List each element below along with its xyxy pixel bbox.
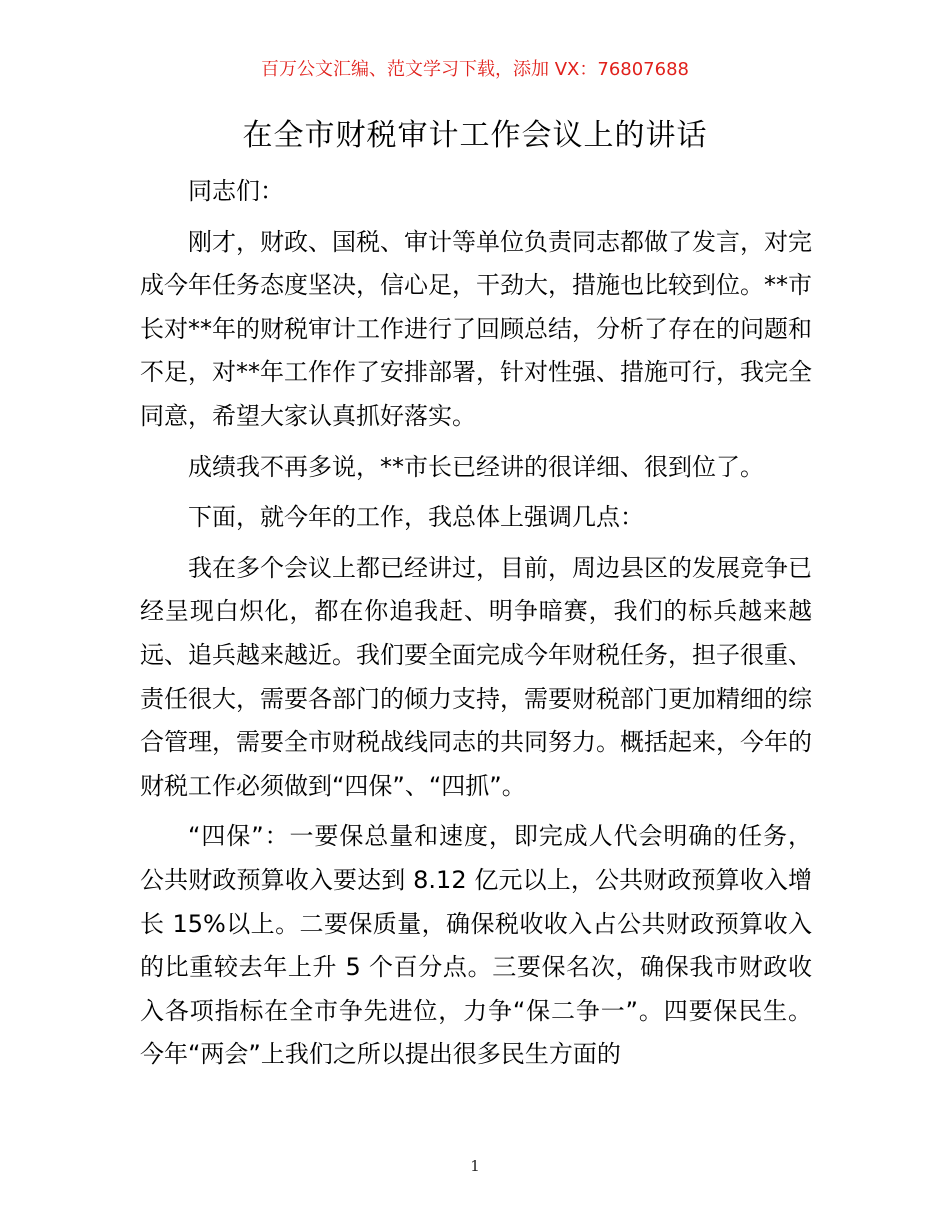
document-title: 在全市财税审计工作会议上的讲话 <box>242 118 708 153</box>
paragraph: 刚才，财政、国税、审计等单位负责同志都做了发言，对完成今年任务态度坚决，信心足，干劲大，措施也比较到位。**市长对**年的财税审计工作进行了回顾总结，分析了存在的问题和不足，对**年工作作了安排部署，针对性强、措施可行，我完全同意，希望大家认真抓好落实。 <box>140 227 812 430</box>
salutation: 同志们： <box>188 177 284 205</box>
paragraph: “四保”：一要保总量和速度，即完成人代会明确的任务，公共财政预算收入要达到 8.12 亿元以上，公共财政预算收入增长 15%以上。二要保质量，确保税收收入占公共财政预算收入的比重较去年上升 5 个百分点。三要保名次，确保我市财政收入各项指标在全市争先进位，力争“保二争一”。四要保民生。今年“两会”上我们之所以提出很多民生方面的 <box>140 822 812 1069</box>
document-body <box>140 170 812 1084</box>
paragraph: 成绩我不再多说，**市长已经讲的很详细、很到位了。 <box>188 452 764 481</box>
paragraph: 我在多个会议上都已经讲过，目前，周边县区的发展竞争已经呈现白炽化，都在你追我赶、明争暗赛，我们的标兵越来越远、追兵越来越近。我们要全面完成今年财税任务，担子很重、责任很大，需要各部门的倾力支持，需要财税部门更加精细的综合管理，需要全市财税战线同志的共同努力。概括起来，今年的财税工作必须做到“四保”、“四抓”。 <box>140 553 812 800</box>
paragraph: 下面，就今年的工作，我总体上强调几点： <box>188 503 644 532</box>
page-number: 1 <box>470 1157 480 1175</box>
header-note: 百万公文汇编、范文学习下载，添加 VX：76807688 <box>261 59 689 80</box>
